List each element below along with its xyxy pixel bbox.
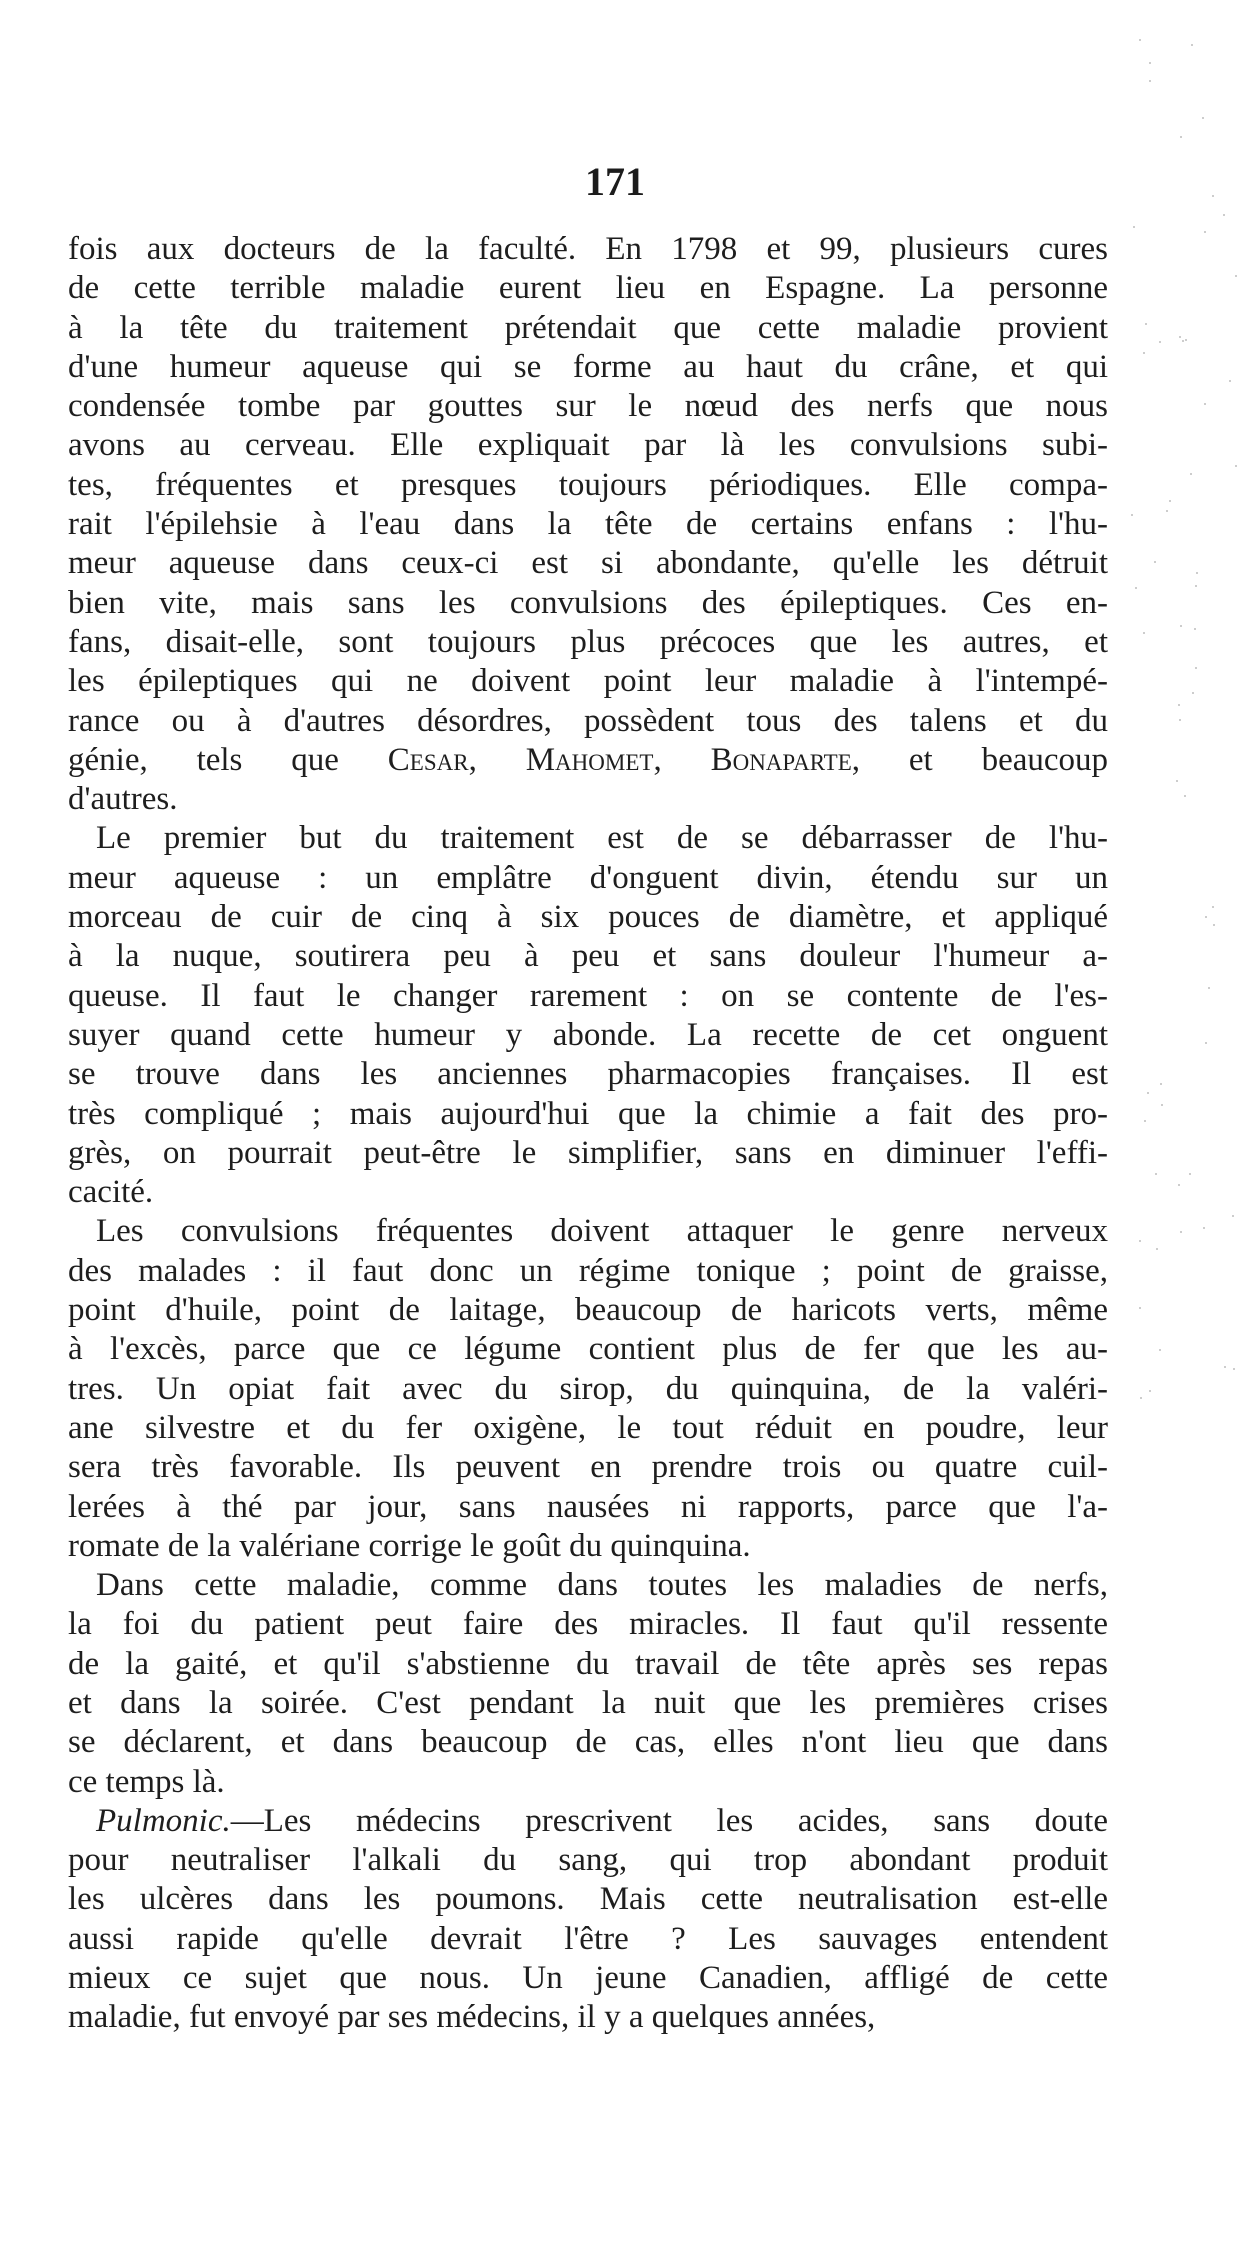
paper-speck — [1204, 231, 1206, 233]
paragraph — [68, 230, 1108, 819]
text-line: point d'huile, point de laitage, beaucoup de haricots verts, même — [68, 1292, 1108, 1329]
paper-speck — [1169, 500, 1171, 502]
paper-speck — [1202, 117, 1204, 119]
paper-speck — [1191, 44, 1193, 46]
text-line: Pulmonic.—Les médecins prescrivent les acides, sans doute — [96, 1802, 1108, 1839]
text-line: Le premier but du traitement est de se débarrasser de l'hu- — [96, 820, 1108, 857]
text-line: et dans la soirée. C'est pendant la nuit que les premières crises — [68, 1684, 1108, 1721]
paper-speck — [1192, 692, 1194, 694]
paper-speck — [1195, 585, 1197, 587]
paper-speck — [1205, 1042, 1207, 1044]
text-line: se déclarent, et dans beaucoup de cas, elles n'ont lieu que dans — [68, 1724, 1108, 1761]
text-line: mieux ce sujet que nous. Un jeune Canadien, affligé de cette — [68, 1960, 1108, 1997]
text-line: d'une humeur aqueuse qui se forme au haut du crâne, et qui — [68, 348, 1108, 385]
page-number: 171 — [585, 159, 645, 204]
paper-speck — [1178, 1184, 1180, 1186]
text-line: maladie, fut envoyé par ses médecins, il y a quelques années, — [68, 1999, 876, 2036]
text-line: morceau de cuir de cinq à six pouces de diamètre, et appliqué — [68, 899, 1108, 936]
text-line: à la tête du traitement prétendait que cette maladie provient — [68, 309, 1108, 346]
text-line: tres. Un opiat fait avec du sirop, du quinquina, de la valéri- — [68, 1370, 1108, 1407]
paper-speck — [1139, 39, 1141, 41]
paper-speck — [1179, 336, 1181, 338]
paper-speck — [1149, 80, 1151, 82]
text-line: queuse. Il faut le changer rarement : on se contente de l'es- — [68, 977, 1108, 1014]
proper-name: Cesar — [387, 741, 469, 778]
paper-speck — [1224, 1366, 1226, 1368]
paper-speck — [1147, 1092, 1149, 1094]
text-line: de cette terrible maladie eurent lieu en Espagne. La personne — [68, 270, 1108, 307]
paper-speck — [1178, 704, 1180, 706]
proper-name: Mahomet — [525, 741, 654, 778]
paper-speck — [1166, 510, 1168, 512]
paper-speck — [1196, 572, 1198, 574]
paper-speck — [1139, 1240, 1141, 1242]
paper-speck — [1155, 1173, 1157, 1175]
paper-speck — [1154, 561, 1156, 563]
text-line: les ulcères dans les poumons. Mais cette neutralisation est-elle — [68, 1881, 1108, 1918]
text-line: aussi rapide qu'elle devrait l'être ? Les sauvages entendent — [68, 1920, 1108, 1957]
paper-speck — [1159, 1349, 1161, 1351]
paper-speck — [1143, 352, 1145, 354]
text-line: la foi du patient peut faire des miracles. Il faut qu'il ressente — [68, 1606, 1108, 1643]
paper-speck — [1213, 924, 1215, 926]
paper-speck — [1182, 340, 1184, 342]
paper-speck — [1144, 1120, 1146, 1122]
text-line: fans, disait-elle, sont toujours plus précoces que les autres, et — [68, 623, 1108, 660]
paper-speck — [1212, 195, 1214, 197]
paper-speck — [1203, 1227, 1205, 1229]
text-line: pour neutraliser l'alkali du sang, qui trop abondant produit — [68, 1842, 1108, 1879]
text-line: romate de la valériane corrige le goût du quinquina. — [68, 1527, 751, 1564]
paragraph — [68, 819, 1108, 1212]
paragraph — [68, 1212, 1108, 1566]
text-line: de la gaité, et qu'il s'abstienne du travail de tête après ses repas — [68, 1645, 1108, 1682]
paper-speck — [1235, 275, 1237, 277]
paragraph — [68, 1802, 1108, 2038]
paper-speck — [1204, 403, 1206, 405]
paper-speck — [1235, 465, 1237, 467]
paper-speck — [1135, 587, 1137, 589]
text-line: lerées à thé par jour, sans nausées ni rapports, parce que l'a- — [68, 1488, 1108, 1525]
text-line: tes, fréquentes et presques toujours périodiques. Elle compa- — [68, 466, 1108, 503]
paper-speck — [1160, 1083, 1162, 1085]
text-line: ane silvestre et du fer oxigène, le tout réduit en poudre, leur — [68, 1409, 1108, 1446]
text-line: se trouve dans les anciennes pharmacopies françaises. Il est — [68, 1056, 1108, 1093]
paper-speck — [1232, 1215, 1234, 1217]
text-line: d'autres. — [68, 781, 178, 818]
paper-speck — [1156, 1248, 1158, 1250]
paragraph — [68, 1566, 1108, 1802]
paper-speck — [1184, 795, 1186, 797]
paper-speck — [1233, 1368, 1235, 1370]
text-line: à l'excès, parce que ce légume contient plus de fer que les au- — [68, 1331, 1108, 1368]
paper-speck — [1223, 214, 1225, 216]
paper-speck — [1149, 62, 1151, 64]
paper-speck — [1131, 514, 1133, 516]
text-line: génie, tels que Cesar, Mahomet, Bonaparte, et beaucoup — [68, 741, 1109, 778]
paper-speck — [1176, 780, 1178, 782]
proper-name: Bonaparte — [710, 741, 852, 778]
text-line: ce temps là. — [68, 1763, 225, 1800]
text-line: meur aqueuse dans ceux-ci est si abondante, qu'elle les détruit — [68, 545, 1108, 582]
text-line: à la nuque, soutirera peu à peu et sans douleur l'humeur a- — [68, 938, 1108, 975]
paper-speck — [1229, 380, 1231, 382]
paper-speck — [1179, 719, 1181, 721]
text-line: rance ou à d'autres désordres, possèdent tous des talens et du — [68, 702, 1108, 739]
text-line: Dans cette maladie, comme dans toutes les maladies de nerfs, — [96, 1567, 1108, 1604]
text-line: sera très favorable. Ils peuvent en prendre trois ou quatre cuil- — [68, 1449, 1108, 1486]
text-line: rait l'épilehsie à l'eau dans la tête de certains enfans : l'hu- — [68, 506, 1108, 543]
text-line: les épileptiques qui ne doivent point leur maladie à l'intempé- — [68, 663, 1108, 700]
paper-speck — [1195, 667, 1197, 669]
paper-speck — [1180, 1231, 1182, 1233]
paper-speck — [1194, 628, 1196, 630]
text-line: avons au cerveau. Elle expliquait par là les convulsions subi- — [68, 427, 1108, 464]
paper-speck — [1190, 473, 1192, 475]
text-line: grès, on pourrait peut-être le simplifier, sans en diminuer l'effi- — [68, 1134, 1108, 1171]
paper-speck — [1149, 1390, 1151, 1392]
section-lead: Pulmonic. — [96, 1802, 231, 1839]
paper-speck — [1133, 226, 1135, 228]
paper-speck — [1212, 906, 1214, 908]
text-line: bien vite, mais sans les convulsions des épileptiques. Ces en- — [68, 584, 1108, 621]
text-line: condensée tombe par gouttes sur le nœud des nerfs que nous — [68, 388, 1108, 425]
paper-speck — [1143, 632, 1145, 634]
body-text — [68, 230, 1108, 2038]
text-line: Les convulsions fréquentes doivent attaquer le genre nerveux — [96, 1213, 1108, 1250]
text-line: très compliqué ; mais aujourd'hui que la chimie a fait des pro- — [68, 1095, 1108, 1132]
text-line: meur aqueuse : un emplâtre d'onguent divin, étendu sur un — [68, 859, 1108, 896]
text-line: cacité. — [68, 1174, 154, 1211]
paper-speck — [1180, 625, 1182, 627]
text-line: suyer quand cette humeur y abonde. La recette de cet onguent — [68, 1016, 1108, 1053]
paper-speck — [1180, 136, 1182, 138]
paper-speck — [1189, 1173, 1191, 1175]
paper-speck — [1185, 339, 1187, 341]
paper-speck — [1145, 323, 1147, 325]
text-line: fois aux docteurs de la faculté. En 1798 et 99, plusieurs cures — [68, 231, 1108, 267]
paper-speck — [1208, 987, 1210, 989]
paper-speck — [1139, 1307, 1141, 1309]
paper-speck — [1205, 916, 1207, 918]
text-line: des malades : il faut donc un régime tonique ; point de graisse, — [68, 1252, 1108, 1289]
paper-speck — [1140, 1397, 1142, 1399]
paper-speck — [1159, 341, 1161, 343]
paper-speck — [1161, 1104, 1163, 1106]
